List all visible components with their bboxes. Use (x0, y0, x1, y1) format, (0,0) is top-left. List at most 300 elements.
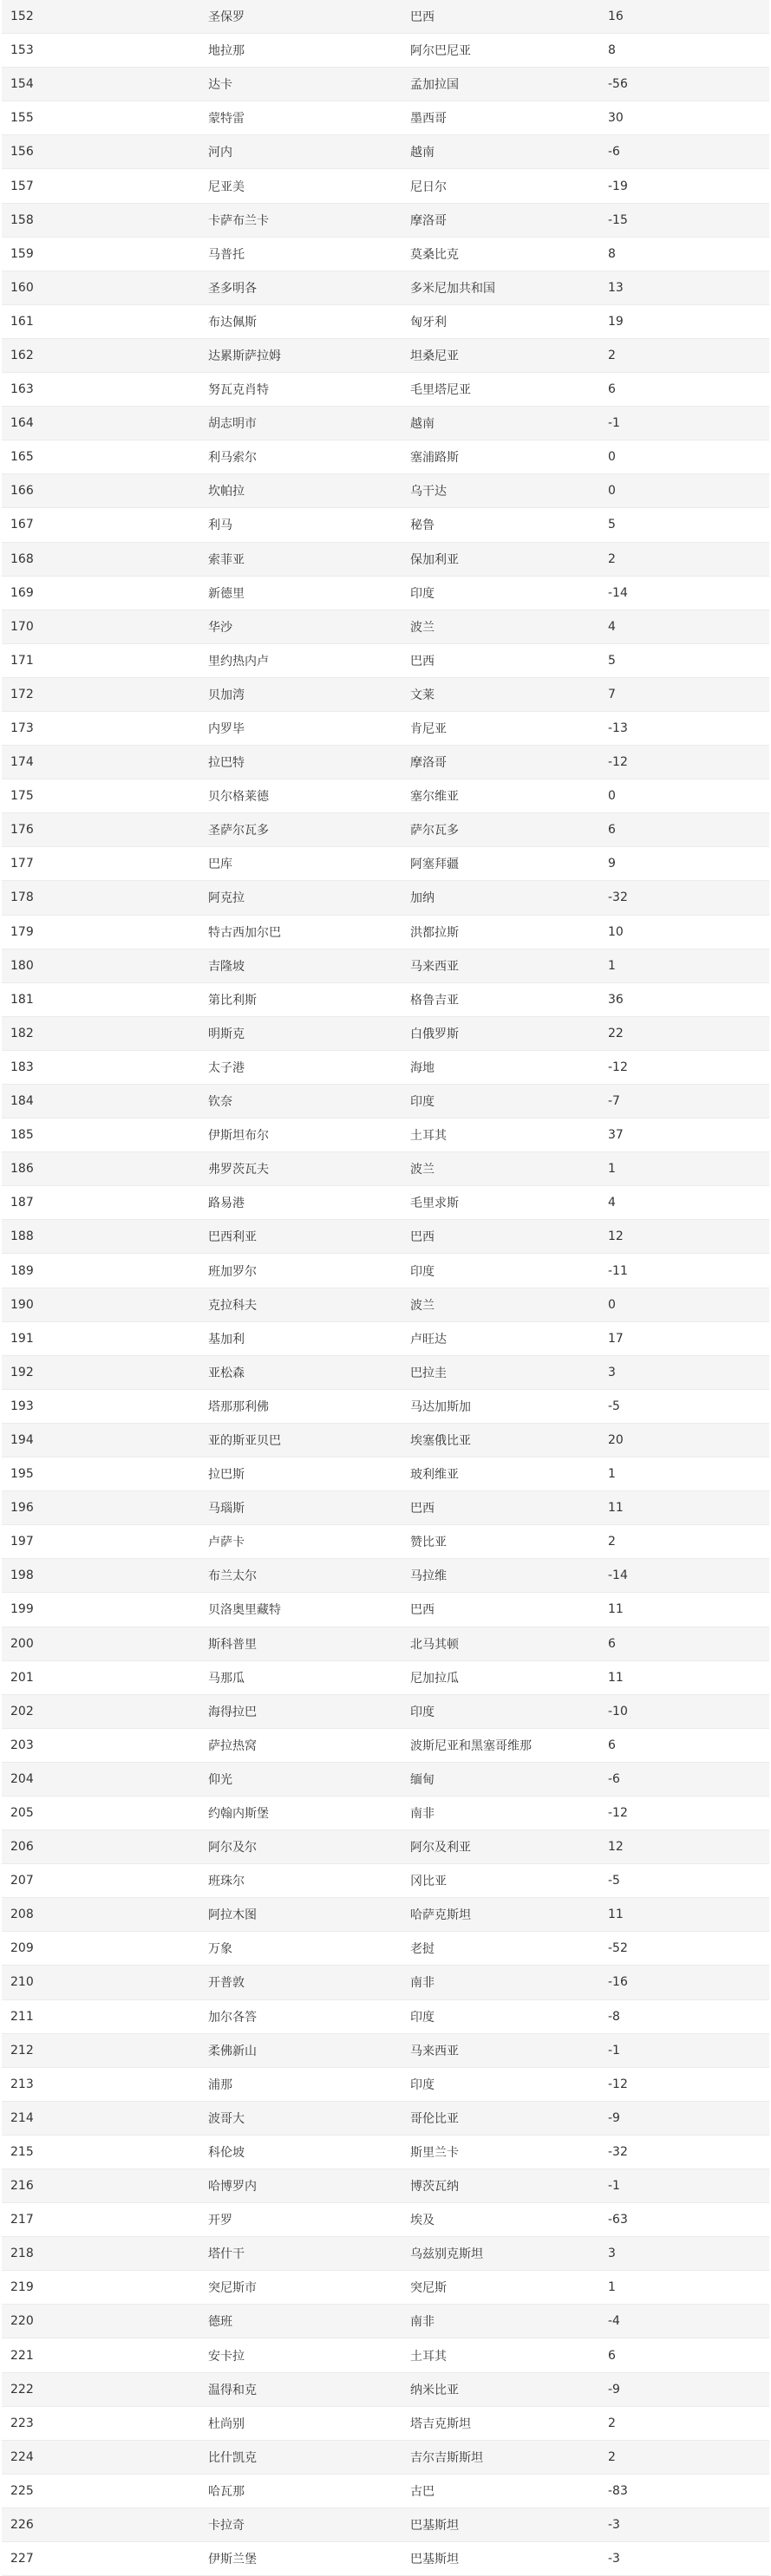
country-cell: 毛里塔尼亚 (402, 373, 599, 407)
rank-cell: 183 (2, 1050, 199, 1084)
table-row (2, 135, 769, 169)
rank-cell: 221 (2, 2338, 199, 2372)
rank-cell: 219 (2, 2271, 199, 2305)
table-row (2, 2474, 769, 2508)
rank-change-cell: 0 (599, 474, 769, 508)
table-row (2, 1932, 769, 1966)
rank-change-cell: -32 (599, 2135, 769, 2168)
country-cell: 波兰 (402, 1152, 599, 1186)
rank-change-cell: 11 (599, 1660, 769, 1694)
rank-cell: 204 (2, 1762, 199, 1796)
table-row (2, 847, 769, 881)
country-cell: 印度 (402, 2067, 599, 2101)
country-cell: 莫桑比克 (402, 237, 599, 271)
rank-change-cell: -32 (599, 881, 769, 915)
rank-change-cell: 19 (599, 304, 769, 338)
country-cell: 突尼斯 (402, 2271, 599, 2305)
rank-change-cell: 6 (599, 1728, 769, 1762)
table-row (2, 1898, 769, 1932)
city-cell: 新德里 (199, 576, 402, 610)
city-cell: 克拉科夫 (199, 1288, 402, 1321)
rank-change-cell: 12 (599, 1220, 769, 1254)
rank-cell: 188 (2, 1220, 199, 1254)
rank-change-cell: 5 (599, 508, 769, 542)
country-cell: 巴西 (402, 1491, 599, 1525)
table-row (2, 1966, 769, 1999)
table-row (2, 101, 769, 135)
city-cell: 班珠尔 (199, 1864, 402, 1898)
country-cell: 南非 (402, 1966, 599, 1999)
rank-cell: 220 (2, 2305, 199, 2338)
rank-change-cell: 1 (599, 1458, 769, 1491)
rank-cell: 176 (2, 813, 199, 847)
rank-change-cell: 0 (599, 440, 769, 474)
city-cell: 路易港 (199, 1186, 402, 1220)
city-cell: 圣萨尔瓦多 (199, 813, 402, 847)
table-row (2, 982, 769, 1016)
rank-change-cell: 8 (599, 237, 769, 271)
country-cell: 巴基斯坦 (402, 2508, 599, 2541)
table-row (2, 2305, 769, 2338)
city-cell: 坎帕拉 (199, 474, 402, 508)
city-cell: 伊斯坦布尔 (199, 1118, 402, 1152)
rank-change-cell: 0 (599, 779, 769, 813)
rank-change-cell: 22 (599, 1016, 769, 1050)
rank-cell: 172 (2, 677, 199, 711)
rank-cell: 193 (2, 1389, 199, 1423)
city-ranking-table (2, 0, 769, 2576)
rank-cell: 213 (2, 2067, 199, 2101)
rank-change-cell: -16 (599, 1966, 769, 1999)
country-cell: 马拉维 (402, 1559, 599, 1593)
rank-cell: 179 (2, 915, 199, 949)
city-cell: 利马 (199, 508, 402, 542)
rank-cell: 216 (2, 2169, 199, 2203)
table-row (2, 1118, 769, 1152)
country-cell: 印度 (402, 1254, 599, 1288)
city-cell: 加尔各答 (199, 1999, 402, 2033)
country-cell: 印度 (402, 1999, 599, 2033)
city-cell: 蒙特雷 (199, 101, 402, 135)
rank-change-cell: -12 (599, 1796, 769, 1829)
city-cell: 贝洛奥里藏特 (199, 1593, 402, 1627)
rank-cell: 210 (2, 1966, 199, 1999)
country-cell: 阿尔及利亚 (402, 1830, 599, 1864)
city-cell: 哈博罗内 (199, 2169, 402, 2203)
city-cell: 浦那 (199, 2067, 402, 2101)
city-cell: 德班 (199, 2305, 402, 2338)
country-cell: 摩洛哥 (402, 203, 599, 237)
rank-cell: 192 (2, 1355, 199, 1389)
table-row (2, 610, 769, 643)
table-row (2, 576, 769, 610)
city-cell: 比什凯克 (199, 2440, 402, 2474)
rank-cell: 165 (2, 440, 199, 474)
city-cell: 尼亚美 (199, 169, 402, 203)
table-row (2, 1830, 769, 1864)
city-cell: 马普托 (199, 237, 402, 271)
country-cell: 吉尔吉斯斯坦 (402, 2440, 599, 2474)
table-row (2, 1389, 769, 1423)
country-cell: 越南 (402, 407, 599, 440)
table-row (2, 407, 769, 440)
city-cell: 努瓦克肖特 (199, 373, 402, 407)
country-cell: 印度 (402, 1694, 599, 1728)
country-cell: 斯里兰卡 (402, 2135, 599, 2168)
country-cell: 赞比亚 (402, 1525, 599, 1559)
table-row (2, 2169, 769, 2203)
country-cell: 土耳其 (402, 2338, 599, 2372)
rank-change-cell: -56 (599, 68, 769, 101)
rank-cell: 167 (2, 508, 199, 542)
country-cell: 巴西 (402, 643, 599, 677)
rank-cell: 202 (2, 1694, 199, 1728)
country-cell: 毛里求斯 (402, 1186, 599, 1220)
country-cell: 孟加拉国 (402, 68, 599, 101)
rank-cell: 207 (2, 1864, 199, 1898)
rank-cell: 191 (2, 1321, 199, 1355)
country-cell: 马来西亚 (402, 2033, 599, 2067)
country-cell: 保加利亚 (402, 542, 599, 576)
rank-cell: 185 (2, 1118, 199, 1152)
rank-cell: 157 (2, 169, 199, 203)
rank-cell: 224 (2, 2440, 199, 2474)
rank-change-cell: -9 (599, 2101, 769, 2135)
table-row (2, 169, 769, 203)
country-cell: 格鲁吉亚 (402, 982, 599, 1016)
table-row (2, 2372, 769, 2406)
table-row (2, 1491, 769, 1525)
rank-change-cell: -7 (599, 1085, 769, 1118)
rank-cell: 177 (2, 847, 199, 881)
country-cell: 波兰 (402, 610, 599, 643)
country-cell: 埃及 (402, 2203, 599, 2237)
rank-change-cell: -5 (599, 1389, 769, 1423)
city-cell: 贝尔格莱德 (199, 779, 402, 813)
table-row (2, 1694, 769, 1728)
rank-change-cell: 0 (599, 1288, 769, 1321)
country-cell: 海地 (402, 1050, 599, 1084)
table-row (2, 2237, 769, 2271)
rank-cell: 158 (2, 203, 199, 237)
country-cell: 波兰 (402, 1288, 599, 1321)
country-cell: 白俄罗斯 (402, 1016, 599, 1050)
table-row (2, 1796, 769, 1829)
city-cell: 贝加湾 (199, 677, 402, 711)
country-cell: 文莱 (402, 677, 599, 711)
table-row (2, 813, 769, 847)
table-row (2, 1593, 769, 1627)
city-cell: 基加利 (199, 1321, 402, 1355)
table-row (2, 949, 769, 982)
rank-cell: 173 (2, 711, 199, 745)
city-cell: 约翰内斯堡 (199, 1796, 402, 1829)
rank-change-cell: 20 (599, 1423, 769, 1457)
rank-change-cell: -12 (599, 746, 769, 779)
rank-change-cell: -3 (599, 2508, 769, 2541)
city-cell: 突尼斯市 (199, 2271, 402, 2305)
country-cell: 乌干达 (402, 474, 599, 508)
city-cell: 马那瓜 (199, 1660, 402, 1694)
city-cell: 圣多明各 (199, 271, 402, 304)
rank-cell: 169 (2, 576, 199, 610)
rank-change-cell: 6 (599, 2338, 769, 2372)
city-cell: 卢萨卡 (199, 1525, 402, 1559)
rank-cell: 168 (2, 542, 199, 576)
city-cell: 第比利斯 (199, 982, 402, 1016)
rank-change-cell: -3 (599, 2542, 769, 2576)
table-row (2, 1321, 769, 1355)
city-cell: 哈瓦那 (199, 2474, 402, 2508)
rank-cell: 184 (2, 1085, 199, 1118)
city-cell: 开罗 (199, 2203, 402, 2237)
table-row (2, 643, 769, 677)
table-row (2, 1050, 769, 1084)
city-cell: 开普敦 (199, 1966, 402, 1999)
country-cell: 古巴 (402, 2474, 599, 2508)
city-cell: 塔那那利佛 (199, 1389, 402, 1423)
rank-change-cell: 10 (599, 915, 769, 949)
city-cell: 华沙 (199, 610, 402, 643)
table-row (2, 1423, 769, 1457)
rank-cell: 156 (2, 135, 199, 169)
rank-change-cell: 6 (599, 1627, 769, 1660)
city-cell: 利马索尔 (199, 440, 402, 474)
table-row (2, 1186, 769, 1220)
city-cell: 塔什干 (199, 2237, 402, 2271)
rank-change-cell: -63 (599, 2203, 769, 2237)
rank-change-cell: -83 (599, 2474, 769, 2508)
rank-cell: 170 (2, 610, 199, 643)
rank-change-cell: 11 (599, 1593, 769, 1627)
country-cell: 坦桑尼亚 (402, 338, 599, 372)
table-row (2, 508, 769, 542)
rank-change-cell: 9 (599, 847, 769, 881)
rank-change-cell: 2 (599, 2440, 769, 2474)
city-cell: 达卡 (199, 68, 402, 101)
city-cell: 里约热内卢 (199, 643, 402, 677)
rank-cell: 159 (2, 237, 199, 271)
rank-cell: 211 (2, 1999, 199, 2033)
city-cell: 卡萨布兰卡 (199, 203, 402, 237)
rank-cell: 189 (2, 1254, 199, 1288)
country-cell: 摩洛哥 (402, 746, 599, 779)
city-cell: 明斯克 (199, 1016, 402, 1050)
rank-cell: 180 (2, 949, 199, 982)
rank-cell: 178 (2, 881, 199, 915)
table-row (2, 1254, 769, 1288)
city-cell: 拉巴斯 (199, 1458, 402, 1491)
table-row (2, 2338, 769, 2372)
table-row (2, 2033, 769, 2067)
country-cell: 阿尔巴尼亚 (402, 34, 599, 68)
city-cell: 阿尔及尔 (199, 1830, 402, 1864)
table-row (2, 711, 769, 745)
country-cell: 博茨瓦纳 (402, 2169, 599, 2203)
table-row (2, 2101, 769, 2135)
rank-cell: 160 (2, 271, 199, 304)
rank-change-cell: 4 (599, 610, 769, 643)
rank-change-cell: -4 (599, 2305, 769, 2338)
city-cell: 内罗毕 (199, 711, 402, 745)
rank-cell: 155 (2, 101, 199, 135)
rank-cell: 163 (2, 373, 199, 407)
country-cell: 巴拉圭 (402, 1355, 599, 1389)
rank-cell: 215 (2, 2135, 199, 2168)
table-row (2, 1355, 769, 1389)
rank-change-cell: 37 (599, 1118, 769, 1152)
rank-change-cell: 17 (599, 1321, 769, 1355)
country-cell: 巴西 (402, 1593, 599, 1627)
rank-cell: 196 (2, 1491, 199, 1525)
table-row (2, 1288, 769, 1321)
rank-cell: 197 (2, 1525, 199, 1559)
table-row (2, 1525, 769, 1559)
rank-change-cell: -19 (599, 169, 769, 203)
country-cell: 尼加拉瓜 (402, 1660, 599, 1694)
city-cell: 柔佛新山 (199, 2033, 402, 2067)
rank-change-cell: -11 (599, 1254, 769, 1288)
country-cell: 多米尼加共和国 (402, 271, 599, 304)
rank-cell: 195 (2, 1458, 199, 1491)
rank-change-cell: 6 (599, 373, 769, 407)
rank-cell: 227 (2, 2542, 199, 2576)
city-cell: 索菲亚 (199, 542, 402, 576)
city-cell: 布达佩斯 (199, 304, 402, 338)
city-cell: 钦奈 (199, 1085, 402, 1118)
rank-cell: 182 (2, 1016, 199, 1050)
rank-cell: 225 (2, 2474, 199, 2508)
country-cell: 塞浦路斯 (402, 440, 599, 474)
country-cell: 塞尔维亚 (402, 779, 599, 813)
country-cell: 波斯尼亚和黑塞哥维那 (402, 1728, 599, 1762)
rank-change-cell: 5 (599, 643, 769, 677)
city-cell: 波哥大 (199, 2101, 402, 2135)
rank-change-cell: -15 (599, 203, 769, 237)
rank-change-cell: 8 (599, 34, 769, 68)
rank-cell: 222 (2, 2372, 199, 2406)
rank-change-cell: -1 (599, 407, 769, 440)
table-row (2, 271, 769, 304)
city-cell: 拉巴特 (199, 746, 402, 779)
rank-cell: 198 (2, 1559, 199, 1593)
rank-cell: 181 (2, 982, 199, 1016)
country-cell: 塔吉克斯坦 (402, 2406, 599, 2440)
rank-change-cell: 11 (599, 1898, 769, 1932)
country-cell: 匈牙利 (402, 304, 599, 338)
country-cell: 巴基斯坦 (402, 2542, 599, 2576)
table-row (2, 1559, 769, 1593)
country-cell: 马达加斯加 (402, 1389, 599, 1423)
table-row (2, 237, 769, 271)
rank-change-cell: -8 (599, 1999, 769, 2033)
table-row (2, 338, 769, 372)
city-cell: 胡志明市 (199, 407, 402, 440)
rank-change-cell: 2 (599, 542, 769, 576)
table-row (2, 2203, 769, 2237)
table-row (2, 1627, 769, 1660)
city-cell: 马瑙斯 (199, 1491, 402, 1525)
country-cell: 加纳 (402, 881, 599, 915)
table-row (2, 1660, 769, 1694)
country-cell: 巴西 (402, 1220, 599, 1254)
city-cell: 班加罗尔 (199, 1254, 402, 1288)
table-row (2, 68, 769, 101)
table-row (2, 2542, 769, 2576)
table-row (2, 779, 769, 813)
rank-change-cell: 7 (599, 677, 769, 711)
table-row (2, 440, 769, 474)
city-cell: 杜尚别 (199, 2406, 402, 2440)
rank-cell: 212 (2, 2033, 199, 2067)
rank-cell: 166 (2, 474, 199, 508)
rank-change-cell: 3 (599, 2237, 769, 2271)
ranking-table-body (2, 0, 769, 2576)
rank-cell: 154 (2, 68, 199, 101)
country-cell: 萨尔瓦多 (402, 813, 599, 847)
country-cell: 阿塞拜疆 (402, 847, 599, 881)
city-cell: 海得拉巴 (199, 1694, 402, 1728)
table-row (2, 2067, 769, 2101)
country-cell: 老挝 (402, 1932, 599, 1966)
city-cell: 万象 (199, 1932, 402, 1966)
rank-cell: 223 (2, 2406, 199, 2440)
country-cell: 肯尼亚 (402, 711, 599, 745)
city-cell: 巴库 (199, 847, 402, 881)
country-cell: 北马其顿 (402, 1627, 599, 1660)
rank-change-cell: -13 (599, 711, 769, 745)
rank-cell: 206 (2, 1830, 199, 1864)
city-cell: 安卡拉 (199, 2338, 402, 2372)
rank-cell: 187 (2, 1186, 199, 1220)
rank-change-cell: 4 (599, 1186, 769, 1220)
table-row (2, 677, 769, 711)
table-row (2, 881, 769, 915)
country-cell: 玻利维亚 (402, 1458, 599, 1491)
rank-cell: 161 (2, 304, 199, 338)
city-cell: 地拉那 (199, 34, 402, 68)
city-cell: 温得和克 (199, 2372, 402, 2406)
rank-change-cell: 30 (599, 101, 769, 135)
city-cell: 吉隆坡 (199, 949, 402, 982)
city-cell: 斯科普里 (199, 1627, 402, 1660)
country-cell: 印度 (402, 1085, 599, 1118)
country-cell: 墨西哥 (402, 101, 599, 135)
table-row (2, 373, 769, 407)
rank-cell: 153 (2, 34, 199, 68)
country-cell: 巴西 (402, 0, 599, 34)
rank-cell: 203 (2, 1728, 199, 1762)
table-row (2, 1016, 769, 1050)
rank-change-cell: 1 (599, 1152, 769, 1186)
city-cell: 弗罗茨瓦夫 (199, 1152, 402, 1186)
city-cell: 阿克拉 (199, 881, 402, 915)
rank-change-cell: -12 (599, 1050, 769, 1084)
country-cell: 哥伦比亚 (402, 2101, 599, 2135)
country-cell: 印度 (402, 576, 599, 610)
rank-change-cell: 13 (599, 271, 769, 304)
country-cell: 乌兹别克斯坦 (402, 2237, 599, 2271)
city-cell: 亚的斯亚贝巴 (199, 1423, 402, 1457)
country-cell: 秘鲁 (402, 508, 599, 542)
table-row (2, 746, 769, 779)
city-cell: 圣保罗 (199, 0, 402, 34)
rank-cell: 201 (2, 1660, 199, 1694)
country-cell: 卢旺达 (402, 1321, 599, 1355)
table-row (2, 1220, 769, 1254)
rank-change-cell: 1 (599, 949, 769, 982)
rank-cell: 194 (2, 1423, 199, 1457)
